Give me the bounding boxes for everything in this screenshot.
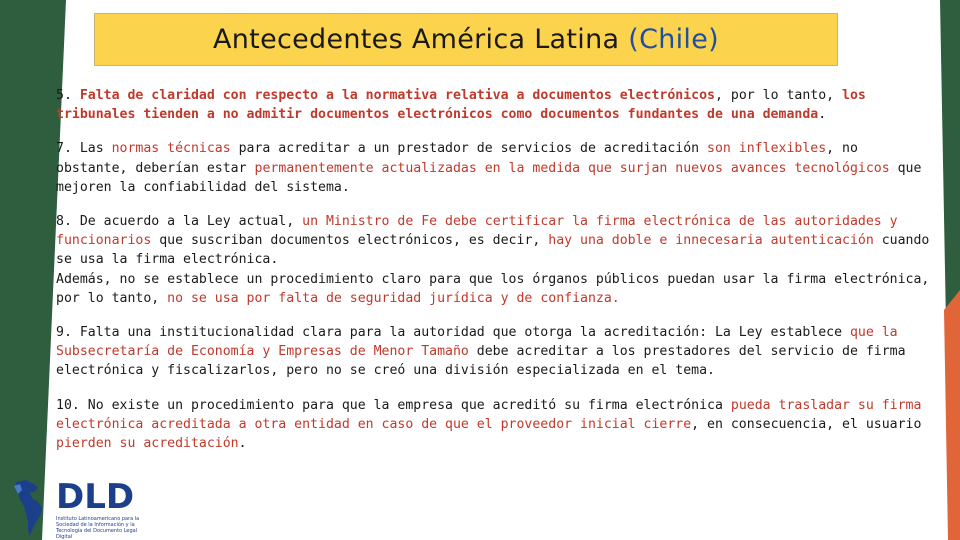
title-accent: (Chile): [628, 24, 719, 55]
body-text: 10. No existe un procedimiento para que la empresa que acreditó su firma electrónica: [56, 397, 731, 413]
body-text: que suscriban documentos electrónicos, es decir,: [151, 233, 549, 249]
highlighted-text: normas técnicas: [111, 141, 231, 157]
point-5: [56, 86, 936, 124]
body-text: , no obstante, deberían estar: [56, 141, 858, 176]
highlighted-text: son inflexibles: [707, 141, 827, 157]
highlighted-text: los tribunales tienden a no admitir documentos electrónicos como documentos fundantes de una demanda: [56, 88, 866, 123]
body-text: Además, no se establece un procedimiento claro para que los órganos públicos puedan usar la firma electrónica, por lo tanto,: [56, 271, 930, 306]
logo-subtitle: Instituto Latinoamericano para la Sociedad de la Información y la Tecnología del Documento Legal Digital: [56, 516, 140, 540]
slide-content: [56, 86, 936, 468]
highlighted-text: hay una doble e innecesaria autenticación: [548, 233, 874, 249]
highlighted-text: Falta de claridad con respecto a la normativa relativa a documentos electrónicos: [79, 88, 715, 103]
body-text: cuando se usa la firma electrónica.: [56, 233, 930, 268]
americas-map-icon: [12, 478, 56, 538]
slide-title: [213, 24, 719, 55]
point-10: [56, 396, 936, 454]
title-banner: [94, 13, 838, 66]
body-text: debe acreditar a los prestadores del servicio de firma electrónica y fiscalizarlos, pero no se creó una división especializada en el tema.: [56, 344, 906, 379]
highlighted-text: pueda trasladar su firma electrónica acreditada a otra entidad en caso de que el proveedor inicial cierre: [56, 397, 922, 432]
point-9: [56, 323, 936, 381]
body-text: 5.: [56, 88, 80, 103]
title-main: Antecedentes América Latina: [213, 24, 620, 55]
body-text: que mejoren la confiabilidad del sistema.: [56, 160, 922, 195]
body-text: 8. De acuerdo a la Ley actual,: [56, 214, 303, 230]
highlighted-text: no se usa por falta de seguridad jurídica y de confianza.: [167, 290, 620, 306]
logo-name: DLD: [56, 477, 135, 517]
body-text: .: [818, 107, 827, 123]
point-7: [56, 139, 936, 197]
body-text: , en consecuencia, el usuario: [691, 416, 922, 432]
highlighted-text: que la Subsecretaría de Economía y Empresas de Menor Tamaño: [56, 325, 898, 360]
body-text: , por lo tanto,: [715, 88, 843, 103]
highlighted-text: pierden su acreditación: [56, 436, 239, 452]
point-8: [56, 212, 936, 308]
body-text: .: [238, 436, 247, 452]
highlighted-text: un Ministro de Fe debe certificar la firma electrónica de las autoridades y funcionarios: [56, 214, 898, 249]
dld-logo: [12, 478, 172, 538]
body-text: 9. Falta una institucionalidad clara para la autoridad que otorga la acreditación: La Ley establece: [56, 325, 850, 341]
highlighted-text: permanentemente actualizadas en la medida que surjan nuevos avances tecnológicos: [254, 160, 890, 176]
body-text: 7. Las: [56, 141, 112, 157]
body-text: para acreditar a un prestador de servicios de acreditación: [230, 141, 708, 157]
